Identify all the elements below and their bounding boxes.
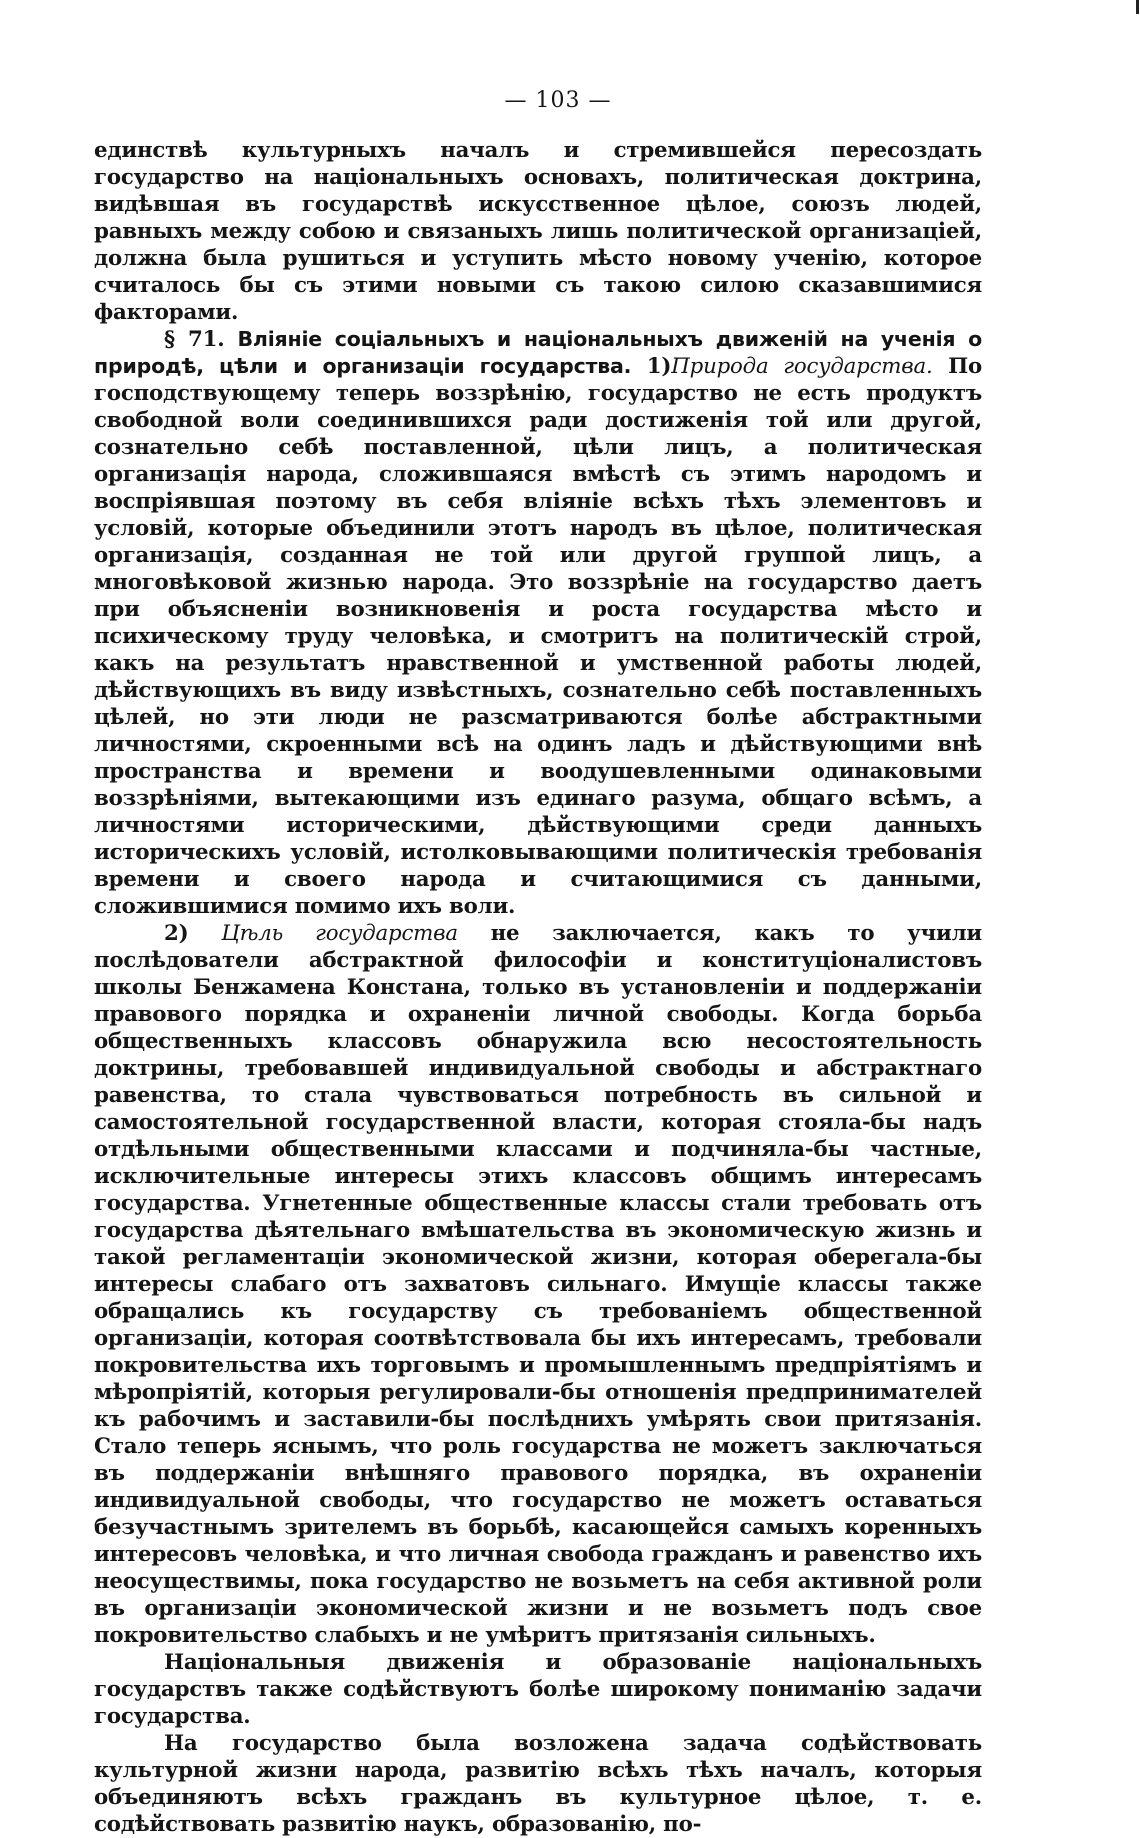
paragraph-4-text: Національныя движенія и образованіе національныхъ государствъ также содѣйствуютъ болѣе широкому пониманію задачи государства. [94,1650,982,1729]
list-marker-2: 2) [164,921,189,946]
section-heading: Вліяніе соціальныхъ и національныхъ движеній на ученія о природѣ, цѣли и организаціи государства. [94,327,983,378]
section-number: § 71. [164,327,225,352]
paragraph-4 [94,1649,982,1730]
paragraph-5-text: На государство была возложена задача содѣйствовать культурной жизни народа, развитію всѣхъ тѣхъ началъ, которыя объединяютъ всѣхъ гражданъ въ культурное цѣлое, т. е. содѣйствовать развитію наукъ, образованію, по- [94,1731,982,1837]
paragraph-3 [94,920,982,1649]
paragraph-2-text: По господствующему теперь воззрѣнію, государство не есть продуктъ свободной воли соединившихся ради достиженія той или другой, сознательно себѣ поставленной, цѣли лицъ, а политическая организація народа, сложившаяся вмѣстѣ съ этимъ народомъ и воспріявшая поэтому въ себя вліяніе всѣхъ тѣхъ элементовъ и условій, которые объединили этотъ народъ въ цѣлое, политическая организація, созданная не той или другой группой лицъ, а многовѣковой жизнью народа. Это воззрѣніе на государство даетъ при объясненіи возникновенія и роста государства мѣсто и психическому труду человѣка, и смотритъ на политическій строй, какъ на результатъ нравственной и умственной работы людей, дѣйствующихъ въ виду извѣстныхъ, сознательно себѣ поставленныхъ цѣлей, но эти люди не разсматриваются болѣе абстрактными личностями, скроенными всѣ на одинъ ладъ и дѣйствующими внѣ пространства и времени и воодушевленными одинаковыми воззрѣніями, вытекающими изъ единаго разума, общаго всѣмъ, а личностями историческими, дѣйствующими среди данныхъ историческихъ условій, истолковывающими политическія требованія времени и своего народа и считающимися съ данными, сложившимися помимо ихъ воли. [94,354,982,919]
scan-edge-mark [1136,0,1139,14]
list-marker-1: 1) [646,354,672,379]
page-number: — 103 — [504,88,612,113]
paragraph-1-text: единствѣ культурныхъ началъ и стремившейся пересоздать государство на національныхъ основахъ, политическая доктрина, видѣвшая въ государствѣ искусственное цѣлое, союзъ людей, равныхъ между собою и связаныхъ лишь политической организаціей, должна была рушиться и уступить мѣсто новому ученію, которое считалось бы съ этими новыми съ такою силою сказавшимися факторами. [94,138,982,325]
paragraph-3-text: не заключается, какъ то учили послѣдователи абстрактной философіи и конституціоналистовъ школы Бенжамена Констана, только въ установленіи и поддержаніи правового порядка и охраненіи личной свободы. Когда борьба общественныхъ классовъ обнаружила всю несостоятельность доктрины, требовавшей индивидуальной свободы и абстрактнаго равенства, то стала чувствоваться потребность въ сильной и самостоятельной государственной власти, которая стояла-бы надъ отдѣльными общественными классами и подчиняла-бы частные, исключительные интересы этихъ классовъ общимъ интересамъ государства. Угнетенные общественные классы стали требовать отъ государства дѣятельнаго вмѣшательства въ экономическую жизнь и такой регламентаціи экономической жизни, которая оберегала-бы интересы слабаго отъ захватовъ сильнаго. Имущіе классы также обращались къ государству съ требованіемъ общественной организаціи, которая соотвѣтствовала бы ихъ интересамъ, требовали покровительства ихъ торговымъ и промышленнымъ предпріятіямъ и мѣропріятій, которыя регулировали-бы отношенія предпринимателей къ рабочимъ и заставили-бы послѣднихъ умѣрять свои притязанія. Стало теперь яснымъ, что роль государства не можетъ заключаться въ поддержаніи внѣшняго правового порядка, въ охраненіи индивидуальной свободы, что государство не можетъ оставаться безучастнымъ зрителемъ въ борьбѣ, касающейся самыхъ коренныхъ интересовъ человѣка, и что личная свобода гражданъ и равенство ихъ неосуществимы, пока государство не возьметъ на себя активной роли въ организаціи экономической жизни и не возьметъ подъ свое покровительство слабыхъ и не умѣритъ притязанія сильныхъ. [94,921,982,1648]
paragraph-1 [94,137,982,326]
subheading-nature: Природа государства. [671,354,933,379]
document-page [94,88,982,1838]
paragraph-2 [94,326,982,920]
subheading-goal: Цѣль государства [221,921,458,946]
paragraph-5 [94,1730,982,1838]
